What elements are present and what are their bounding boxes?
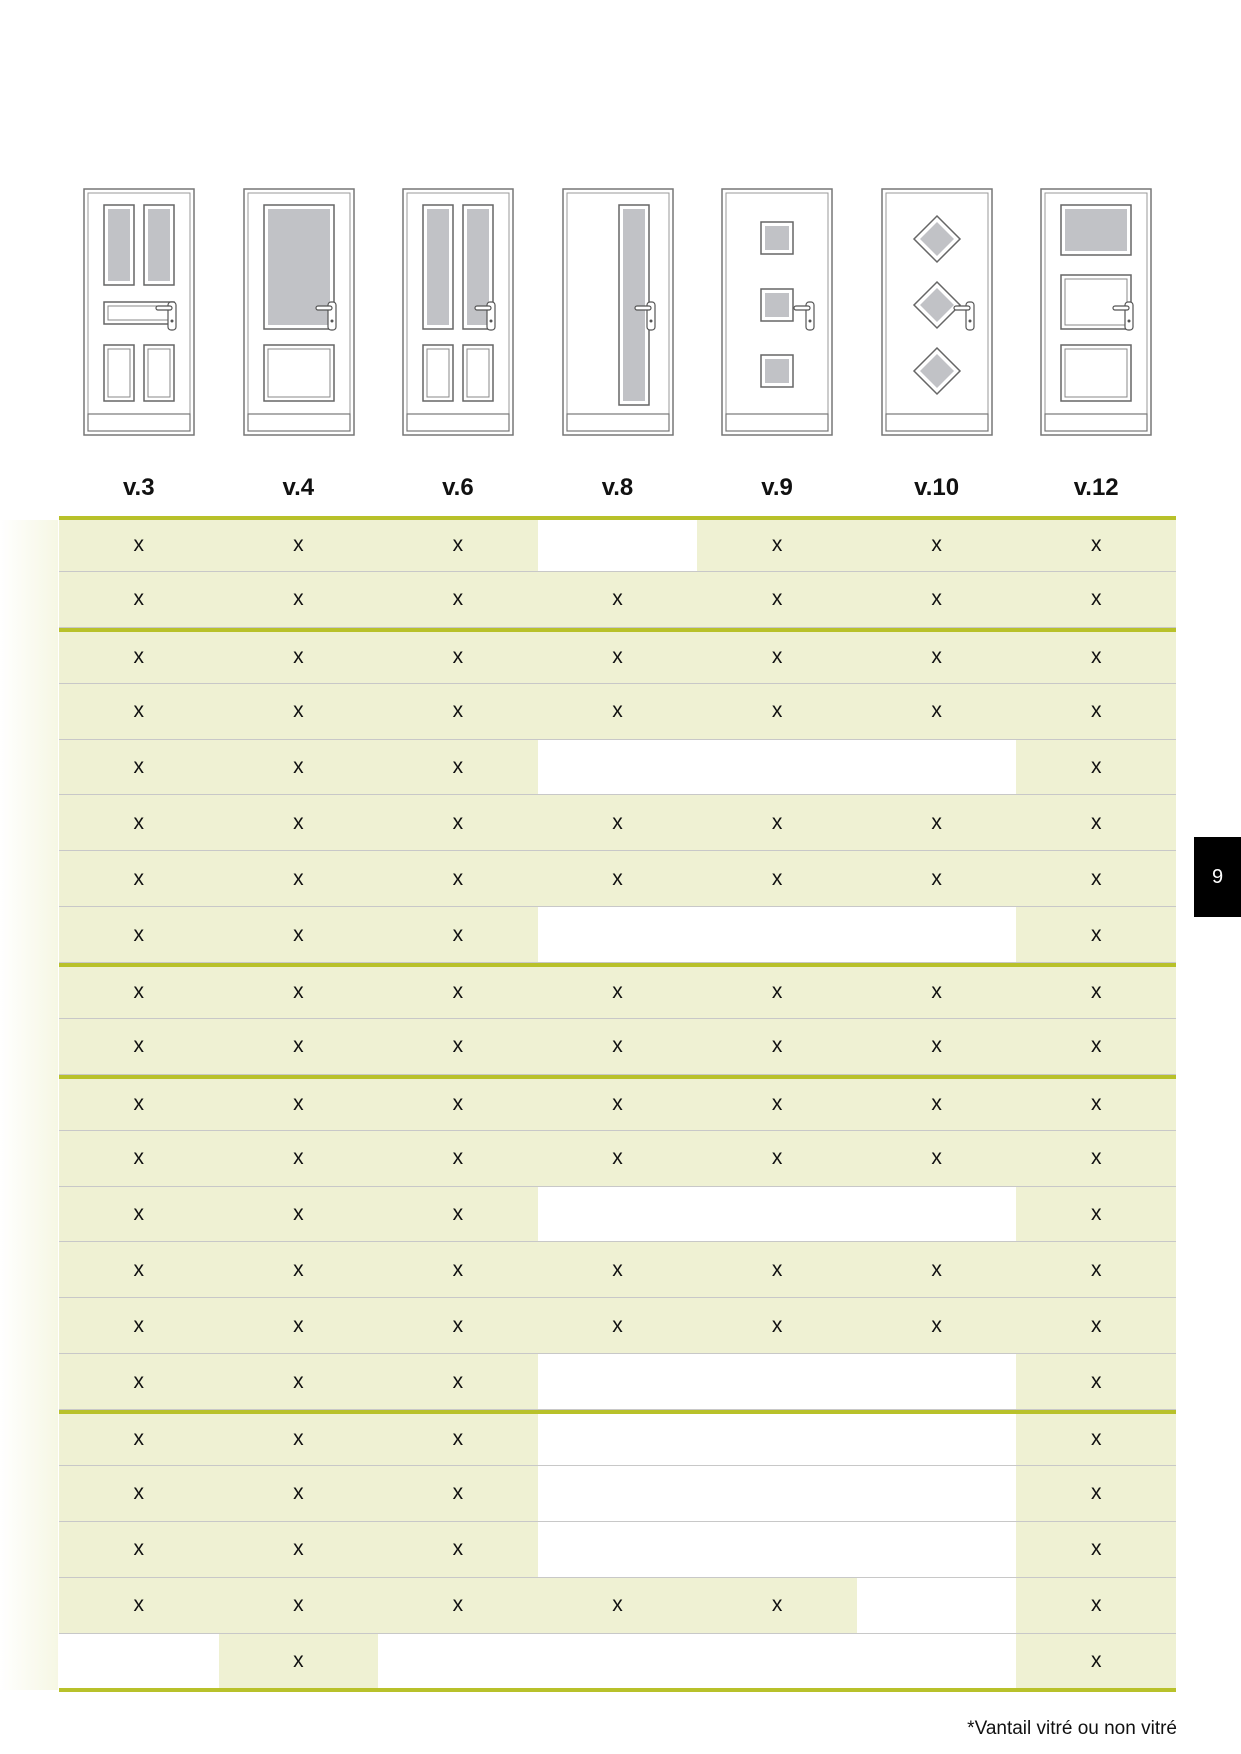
table-cell: x [857, 572, 1017, 627]
table-cell [857, 1414, 1017, 1465]
table-cell: x [59, 740, 219, 795]
table-cell: x [1016, 740, 1176, 795]
table-cell: x [219, 851, 379, 906]
table-cell: x [1016, 1019, 1176, 1074]
door-v12-illustration [1040, 188, 1152, 436]
table-cell: x [219, 740, 379, 795]
table-cell [59, 1634, 219, 1689]
table-cell: x [219, 1578, 379, 1633]
column-header-v3: v.3 [122, 474, 155, 501]
table-bottom-rule [59, 1688, 1176, 1692]
table-cell: x [59, 572, 219, 627]
table-cell: x [1016, 684, 1176, 739]
table-cell: x [538, 572, 698, 627]
table-cell: x [1016, 1634, 1176, 1689]
column-header-v8: v.8 [601, 474, 634, 501]
table-cell: x [378, 1298, 538, 1353]
table-cell: x [857, 967, 1017, 1018]
table-cell: x [378, 907, 538, 962]
table-cell: x [378, 684, 538, 739]
table-cell [857, 1466, 1017, 1521]
table-cell: x [219, 1634, 379, 1689]
table-row [59, 1466, 1176, 1522]
table-cell: x [857, 1298, 1017, 1353]
table-cell: x [1016, 632, 1176, 683]
table-cell: x [378, 1414, 538, 1465]
table-cell: x [697, 1079, 857, 1130]
table-cell: x [697, 684, 857, 739]
table-row [59, 1578, 1176, 1634]
table-cell: x [1016, 1298, 1176, 1353]
table-row [59, 1019, 1176, 1075]
table-cell [538, 907, 698, 962]
table-cell: x [857, 1131, 1017, 1186]
table-cell: x [378, 1354, 538, 1409]
table-cell [697, 907, 857, 962]
table-cell [538, 1634, 698, 1689]
column-header-v6: v.6 [442, 474, 474, 501]
table-cell: x [857, 684, 1017, 739]
table-cell: x [219, 632, 379, 683]
table-cell: x [378, 1187, 538, 1242]
table-cell: x [378, 1079, 538, 1130]
table-cell: x [538, 1242, 698, 1297]
table-row [59, 1075, 1176, 1131]
table-cell: x [1016, 967, 1176, 1018]
table-cell: x [1016, 795, 1176, 850]
door-illustrations [59, 188, 1176, 438]
table-cell: x [697, 572, 857, 627]
table-cell: x [1016, 1187, 1176, 1242]
table-cell: x [219, 1298, 379, 1353]
table-cell [697, 1414, 857, 1465]
table-row [59, 1131, 1176, 1187]
table-cell: x [1016, 1578, 1176, 1633]
table-cell: x [219, 907, 379, 962]
page-number-tab: 9 [1194, 837, 1241, 917]
table-cell: x [59, 1019, 219, 1074]
table-cell [538, 520, 698, 571]
table-row [59, 795, 1176, 851]
table-cell [697, 1466, 857, 1521]
column-header-v10: v.10 [914, 474, 960, 501]
table-cell: x [59, 967, 219, 1018]
table-cell: x [538, 795, 698, 850]
table-row [59, 1242, 1176, 1298]
table-cell: x [378, 1019, 538, 1074]
table-cell [697, 1634, 857, 1689]
table-cell: x [378, 795, 538, 850]
table-cell: x [219, 1414, 379, 1465]
table-cell: x [219, 1187, 379, 1242]
column-header-v4: v.4 [282, 474, 315, 501]
table-row [59, 1634, 1176, 1690]
table-cell: x [219, 795, 379, 850]
table-cell: x [378, 1578, 538, 1633]
table-cell [857, 1522, 1017, 1577]
table-row [59, 628, 1176, 684]
table-cell: x [538, 1079, 698, 1130]
table-cell: x [59, 795, 219, 850]
table-cell: x [219, 1019, 379, 1074]
table-cell: x [378, 1522, 538, 1577]
table-cell: x [857, 520, 1017, 571]
column-header-v12: v.12 [1073, 474, 1119, 501]
table-row [59, 963, 1176, 1019]
table-cell: x [219, 1466, 379, 1521]
table-cell: x [1016, 1079, 1176, 1130]
table-row [59, 1410, 1176, 1466]
table-row [59, 907, 1176, 963]
footnote: *Vantail vitré ou non vitré [967, 1718, 1177, 1739]
table-cell: x [1016, 1522, 1176, 1577]
door-v4-illustration [243, 188, 355, 436]
table-cell: x [857, 795, 1017, 850]
table-cell: x [59, 1578, 219, 1633]
table-cell: x [59, 1522, 219, 1577]
table-row [59, 1354, 1176, 1410]
table-cell [697, 1522, 857, 1577]
table-cell [538, 1354, 698, 1409]
table-row [59, 684, 1176, 740]
table-cell [538, 1522, 698, 1577]
table-cell: x [219, 684, 379, 739]
table-cell [538, 1466, 698, 1521]
table-cell: x [219, 1354, 379, 1409]
table-row [59, 740, 1176, 796]
table-cell: x [857, 1079, 1017, 1130]
table-cell: x [1016, 851, 1176, 906]
table-cell: x [697, 851, 857, 906]
table-cell: x [1016, 572, 1176, 627]
table-cell: x [219, 1131, 379, 1186]
table-cell: x [697, 520, 857, 571]
table-cell [697, 1187, 857, 1242]
table-cell: x [59, 1242, 219, 1297]
table-cell: x [697, 795, 857, 850]
table-cell: x [697, 1242, 857, 1297]
table-cell: x [697, 1131, 857, 1186]
table-cell: x [538, 851, 698, 906]
table-cell: x [378, 1131, 538, 1186]
table-row [59, 516, 1176, 572]
table-cell: x [1016, 1354, 1176, 1409]
table-cell: x [697, 632, 857, 683]
table-cell: x [378, 851, 538, 906]
door-v9-illustration [721, 188, 833, 436]
table-row [59, 572, 1176, 628]
table-cell: x [538, 1578, 698, 1633]
door-v8-illustration [562, 188, 674, 436]
table-cell [857, 740, 1017, 795]
table-cell [857, 1354, 1017, 1409]
table-cell [857, 1634, 1017, 1689]
table-cell: x [1016, 1466, 1176, 1521]
table-cell [697, 740, 857, 795]
table-cell: x [59, 632, 219, 683]
table-cell: x [857, 1019, 1017, 1074]
door-v6-illustration [402, 188, 514, 436]
table-cell: x [1016, 907, 1176, 962]
table-cell: x [378, 1466, 538, 1521]
table-cell: x [378, 572, 538, 627]
table-cell: x [59, 1298, 219, 1353]
table-cell: x [219, 967, 379, 1018]
column-header-row [59, 470, 1176, 510]
table-cell: x [378, 740, 538, 795]
table-cell [857, 1578, 1017, 1633]
table-cell: x [538, 1298, 698, 1353]
table-cell: x [697, 1578, 857, 1633]
table-cell: x [378, 520, 538, 571]
table-cell: x [219, 1522, 379, 1577]
table-row [59, 1522, 1176, 1578]
column-header-v9: v.9 [761, 474, 793, 501]
table-cell: x [697, 1019, 857, 1074]
table-cell: x [59, 851, 219, 906]
table-cell [697, 1354, 857, 1409]
table-cell: x [59, 1131, 219, 1186]
table-cell: x [378, 632, 538, 683]
table-cell: x [59, 1466, 219, 1521]
door-v3-illustration [83, 188, 195, 436]
table-cell: x [59, 1354, 219, 1409]
table-cell: x [538, 684, 698, 739]
table-row [59, 1187, 1176, 1243]
table-cell: x [59, 520, 219, 571]
table-cell [857, 907, 1017, 962]
table-cell: x [538, 1019, 698, 1074]
availability-table [59, 516, 1176, 1689]
table-cell: x [219, 1079, 379, 1130]
table-cell: x [857, 1242, 1017, 1297]
table-cell: x [538, 632, 698, 683]
door-v10-illustration [881, 188, 993, 436]
table-cell: x [59, 907, 219, 962]
table-row [59, 851, 1176, 907]
table-cell [538, 1187, 698, 1242]
table-cell: x [1016, 1414, 1176, 1465]
table-cell: x [59, 1414, 219, 1465]
table-cell: x [538, 967, 698, 1018]
table-cell [538, 1414, 698, 1465]
table-cell: x [378, 1242, 538, 1297]
table-cell [857, 1187, 1017, 1242]
table-cell: x [219, 572, 379, 627]
table-cell: x [857, 632, 1017, 683]
table-cell [538, 740, 698, 795]
table-cell: x [1016, 1131, 1176, 1186]
table-cell: x [59, 1187, 219, 1242]
table-cell: x [219, 520, 379, 571]
table-cell [378, 1634, 538, 1689]
table-cell: x [1016, 1242, 1176, 1297]
table-cell: x [378, 967, 538, 1018]
left-margin-fade [0, 520, 58, 1690]
table-cell: x [1016, 520, 1176, 571]
table-cell: x [697, 1298, 857, 1353]
table-cell: x [219, 1242, 379, 1297]
table-cell: x [59, 1079, 219, 1130]
table-row [59, 1298, 1176, 1354]
table-cell: x [59, 684, 219, 739]
table-cell: x [538, 1131, 698, 1186]
table-cell: x [857, 851, 1017, 906]
table-cell: x [697, 967, 857, 1018]
